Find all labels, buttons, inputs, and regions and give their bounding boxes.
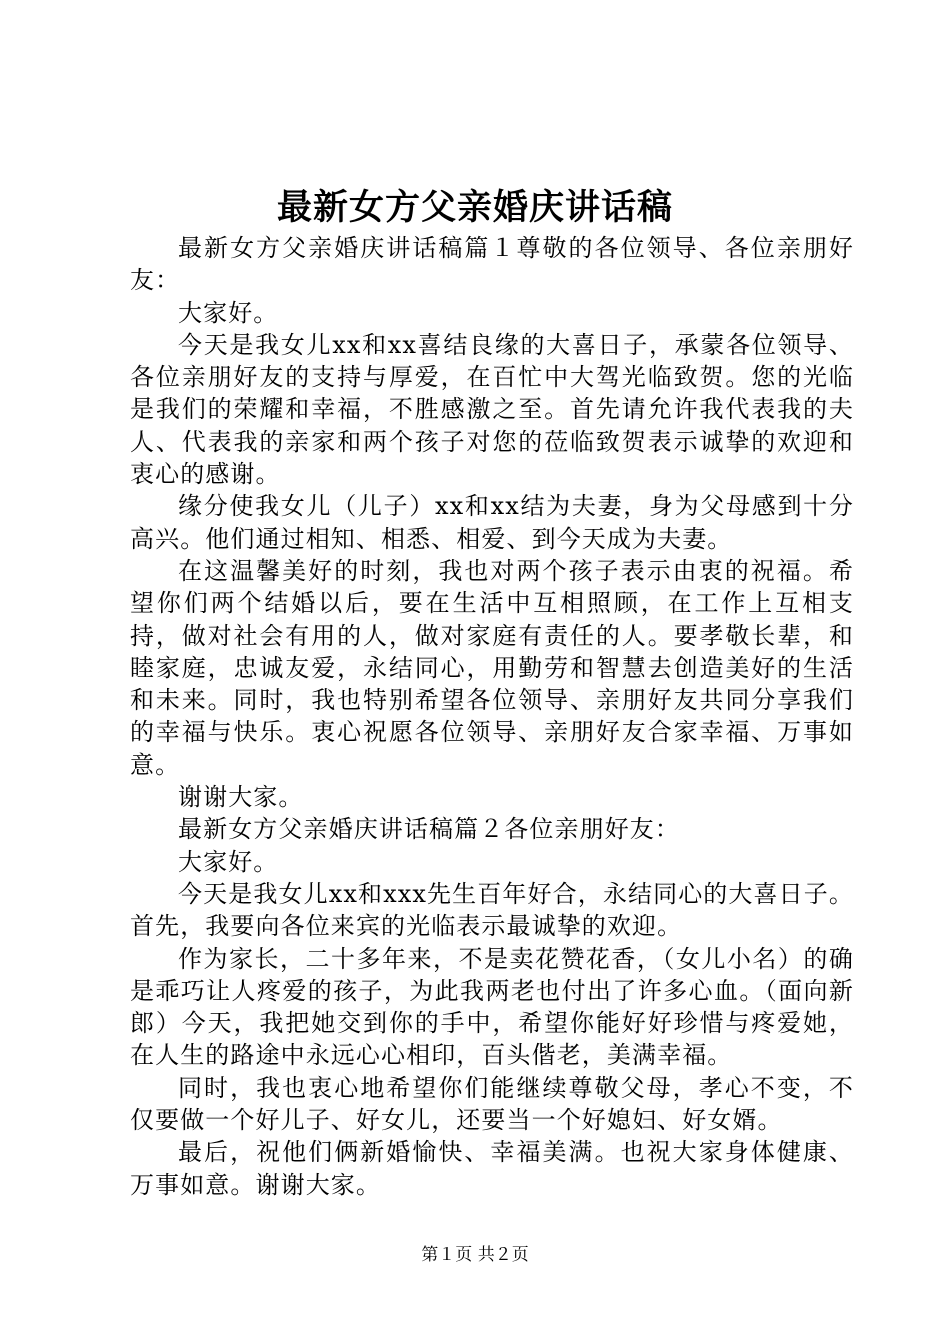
paragraph: 最新女方父亲婚庆讲话稿篇１尊敬的各位领导、各位亲朋好友：: [130, 234, 854, 295]
paragraph: 同时，我也衷心地希望你们能继续尊敬父母，孝心不变，不仅要做一个好儿子、好女儿，还要当一个好媳妇、好女婿。: [130, 1073, 854, 1135]
paragraph: 大家好。: [178, 298, 279, 327]
paragraph: 在这温馨美好的时刻，我也对两个孩子表示由衷的祝福。希望你们两个结婚以后，要在生活中互相照顾，在工作上互相支持，做对社会有用的人，做对家庭有责任的人。要孝敬长辈，和睦家庭，忠诚友爱，永结同心，用勤劳和智慧去创造美好的生活和未来。同时，我也特别希望各位领导、亲朋好友共同分享我们的幸福与快乐。衷心祝愿各位领导、亲朋好友合家幸福、万事如意。: [130, 556, 854, 779]
paragraph: 今天是我女儿xx和xxx先生百年好合，永结同心的大喜日子。首先，我要向各位来宾的光临表示最诚挚的欢迎。: [130, 879, 854, 941]
paragraph: 今天是我女儿xx和xx喜结良缘的大喜日子，承蒙各位领导、各位亲朋好友的支持与厚爱，在百忙中大驾光临致贺。您的光临是我们的荣耀和幸福，不胜感激之至。首先请允许我代表我的夫人、代表我的亲家和两个孩子对您的莅临致贺表示诚挚的欢迎和衷心的感谢。: [130, 330, 854, 489]
paragraph: 大家好。: [178, 847, 279, 876]
page-footer: 第１页 共２页: [421, 1245, 529, 1265]
paragraph: 作为家长，二十多年来，不是卖花赞花香，（女儿小名）的确是乖巧让人疼爱的孩子，为此我两老也付出了许多心血。（面向新郎）今天，我把她交到你的手中，希望你能好好珍惜与疼爱她，在人生的路途中永远心心相印，百头偕老，美满幸福。: [130, 944, 854, 1070]
document-body: [130, 232, 854, 1201]
paragraph: 谢谢大家。: [178, 783, 304, 812]
document-title: 最新女方父亲婚庆讲话稿: [276, 187, 673, 228]
paragraph: 最后，祝他们俩新婚愉快、幸福美满。也祝大家身体健康、万事如意。谢谢大家。: [130, 1138, 854, 1199]
paragraph: 最新女方父亲婚庆讲话稿篇２各位亲朋好友：: [178, 815, 680, 844]
paragraph: 缘分使我女儿（儿子）xx和xx结为夫妻，身为父母感到十分高兴。他们通过相知、相悉、相爱、到今天成为夫妻。: [130, 492, 854, 553]
